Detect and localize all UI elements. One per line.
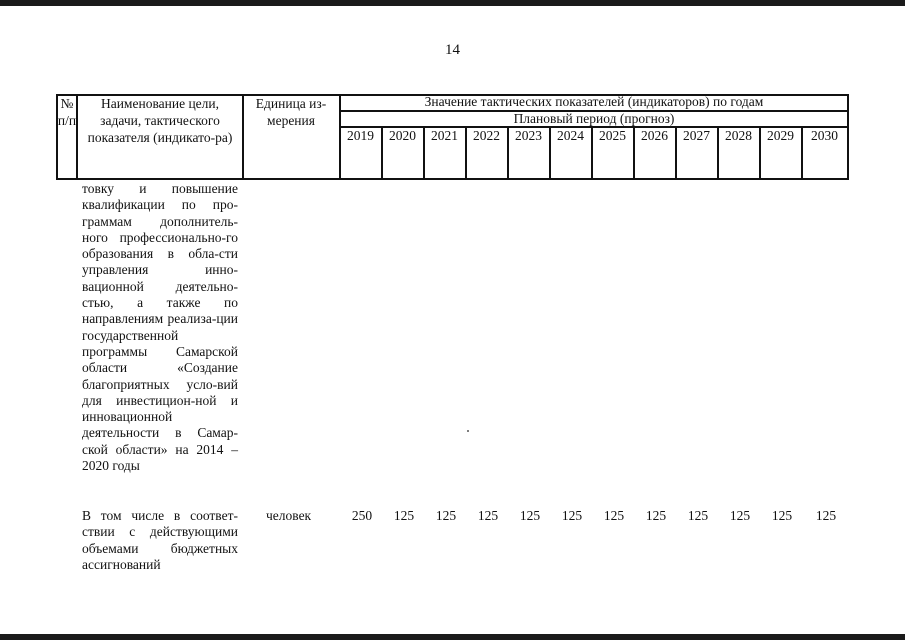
row-2-value-2024: 125 — [561, 508, 583, 523]
row-2-value-2019: 250 — [351, 508, 373, 523]
year-2027: 2027 — [683, 128, 710, 143]
row-2-value-2026: 125 — [645, 508, 667, 523]
row-2-value-2022: 125 — [477, 508, 499, 523]
scan-speck — [467, 430, 469, 432]
row-2-name: В том числе в соответ-ствии с действующими объемами бюджетных ассигнований — [82, 508, 238, 572]
header-right-line — [847, 94, 849, 180]
year-2026: 2026 — [641, 128, 668, 143]
year-2023: 2023 — [515, 128, 542, 143]
header-values-title: Значение тактических показателей (индикаторов) по годам — [424, 94, 764, 109]
row-2-value-2023: 125 — [519, 508, 541, 523]
row-2-value-2025: 125 — [603, 508, 625, 523]
year-2029: 2029 — [767, 128, 794, 143]
year-2019: 2019 — [347, 128, 374, 143]
row-2-value-2020: 125 — [393, 508, 415, 523]
year-2022: 2022 — [473, 128, 500, 143]
year-2030: 2030 — [811, 128, 838, 143]
bottom-border — [0, 634, 905, 640]
page-number: 14 — [445, 42, 460, 58]
row-2-unit: человек — [266, 508, 312, 523]
row-2-value-2027: 125 — [687, 508, 709, 523]
year-2028: 2028 — [725, 128, 752, 143]
row-1-name: товку и повышение квалификации по про-граммам дополнитель-ного профессионально-го образования в обла-сти управления инно-вационной деятельно-стью, а также по направлениям реализа-ции государственной программы Самарской области «Создание благоприятных усло-вий для инвестицион-ной и инновационной деятельности в Самар-ской области» на 2014 – 2020 годы — [82, 181, 238, 474]
header-number: № п/п — [57, 96, 77, 128]
top-border — [0, 0, 905, 6]
year-2020: 2020 — [389, 128, 416, 143]
header-bottom-line — [56, 178, 848, 180]
year-2024: 2024 — [557, 128, 584, 143]
header-unit: Единица из-мерения — [255, 96, 327, 128]
header-period-title: Плановый период (прогноз) — [513, 111, 675, 126]
row-2-value-2021: 125 — [435, 508, 457, 523]
row-2-value-2029: 125 — [771, 508, 793, 523]
row-2-value-2028: 125 — [729, 508, 751, 523]
year-2021: 2021 — [431, 128, 458, 143]
year-2025: 2025 — [599, 128, 626, 143]
row-2-value-2030: 125 — [815, 508, 837, 523]
table-header — [56, 94, 848, 180]
header-name: Наименование цели, задачи, тактического показателя (индикато-ра) — [87, 96, 233, 145]
